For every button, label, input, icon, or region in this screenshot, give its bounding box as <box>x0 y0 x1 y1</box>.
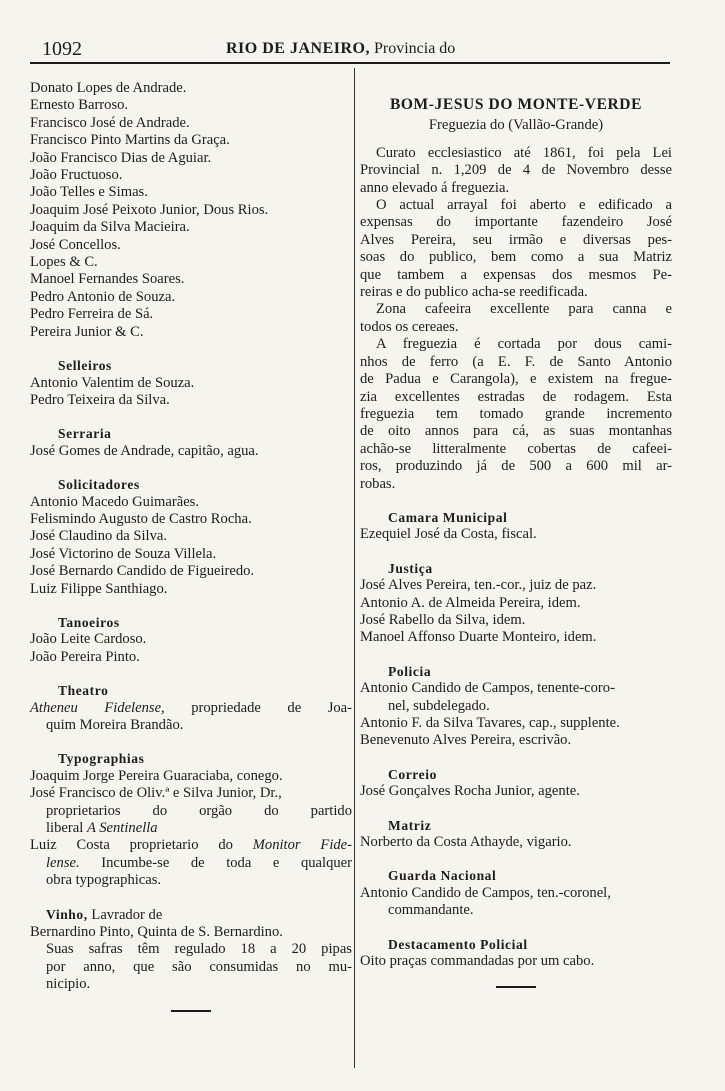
guarda-line: commandante. <box>388 902 474 919</box>
list-item: Ernesto Barroso. <box>30 97 129 114</box>
list-item: Francisco José de Andrade. <box>30 114 190 131</box>
list-item: Ezequiel José da Costa, fiscal. <box>360 526 537 543</box>
section-heading-policia: Policia <box>388 663 432 679</box>
section-heading-typographias: Typographias <box>58 751 145 767</box>
list-item: João Francisco Dias de Aguiar. <box>30 149 212 166</box>
typographia-line <box>30 855 352 872</box>
typographia-line: proprietarios do orgão do partido <box>46 802 352 819</box>
section-heading-solicitadores: Solicitadores <box>58 477 140 493</box>
list-item: Felismindo Augusto de Castro Rocha. <box>30 510 252 527</box>
right-column <box>360 96 672 988</box>
paragraph-line: de Padua e Carangola), e existem na fregue- <box>360 371 672 388</box>
typographia-text: Luiz Costa proprietario do <box>30 837 233 854</box>
policia-line: Antonio Candido de Campos, tenente-coro- <box>360 680 615 697</box>
section-heading-correio: Correio <box>388 766 437 782</box>
typographia-line: obra typographicas. <box>46 872 162 889</box>
paragraph-line: todos os cereaes. <box>360 318 459 335</box>
list-item: João Telles e Simas. <box>30 184 148 201</box>
paragraph-line: Curato ecclesiastico até 1861, foi pela Lei <box>376 144 672 161</box>
end-rule <box>496 986 536 988</box>
policia-line: nel, subdelegado. <box>388 697 490 714</box>
vinho-heading: Vinho, <box>46 906 88 922</box>
paragraph-line: anno elevado á freguezia. <box>360 179 510 196</box>
left-column <box>30 80 352 1012</box>
list-item: Oito praças commandadas por um cabo. <box>360 953 595 970</box>
section-heading-guarda-nacional: Guarda Nacional <box>388 868 497 884</box>
paragraph-line: nhos de ferro (a E. F. de Santo Antonio <box>360 353 672 370</box>
list-item: João Pereira Pinto. <box>30 648 140 665</box>
section-heading-tanoeiros: Tanoeiros <box>58 614 120 630</box>
typographia-line: Joaquim Jorge Pereira Guaraciaba, conego. <box>30 767 283 784</box>
policia-line: Antonio F. da Silva Tavares, cap., supplente. <box>360 715 620 731</box>
names-list <box>30 80 352 341</box>
vinho-line: Bernardino Pinto, Quinta de S. Bernardino. <box>30 924 283 941</box>
paragraph-line: freguezia tem tomado grande incremento <box>360 405 672 422</box>
paragraph-line: que tambem a expensas dos mesmos Pe- <box>360 266 672 283</box>
list-item: Antonio Macedo Guimarães. <box>30 493 199 510</box>
section-heading-justica: Justiça <box>388 560 433 576</box>
typographia-text: Incumbe-se de toda e qualquer <box>101 854 352 871</box>
typographia-line: José Francisco de Oliv.ª e Silva Junior, Dr., <box>30 785 282 802</box>
running-title-sub: Provincia do <box>373 40 456 57</box>
theatro-line <box>30 700 352 717</box>
list-item: José Victorino de Souza Villela. <box>30 545 217 562</box>
list-item: José Concellos. <box>30 236 121 253</box>
list-item: Donato Lopes de Andrade. <box>30 80 187 96</box>
section-heading-vinho <box>30 906 352 924</box>
newspaper-name: Monitor Fide- <box>252 837 353 854</box>
list-item: Luiz Filippe Santhiago. <box>30 580 168 597</box>
vinho-line: nicipio. <box>46 976 91 993</box>
paragraph-line: robas. <box>360 475 396 492</box>
list-item: Pedro Ferreira de Sá. <box>30 306 154 323</box>
column-divider <box>354 68 355 1068</box>
list-item: José Rabello da Silva, idem. <box>360 611 526 628</box>
list-item: João Leite Cardoso. <box>30 631 147 648</box>
paragraph-line: A freguezia é cortada por dous cami- <box>376 336 672 353</box>
description-paragraph <box>360 145 672 493</box>
section-title: BOM-JESUS DO MONTE-VERDE <box>389 96 643 113</box>
paragraph-line: Provincial n. 1,209 de 4 de Novembro desse <box>360 162 672 179</box>
section-subtitle: Freguezia do (Vallão-Grande) <box>428 117 604 134</box>
typographia-text: liberal <box>46 820 84 837</box>
section-heading-matriz: Matriz <box>388 817 432 833</box>
paragraph-line: soas do publico, bem como a sua Matriz <box>360 249 672 266</box>
paragraph-line: ros, produzindo já de 500 a 600 mil ar- <box>360 458 672 475</box>
policia-line: Benevenuto Alves Pereira, escrivão. <box>360 732 572 749</box>
list-item: João Fructuoso. <box>30 167 123 184</box>
paragraph-line: achão-se litteralmente cobertas de cafeei- <box>360 440 672 457</box>
section-heading-selleiros: Selleiros <box>58 358 112 374</box>
list-item: Francisco Pinto Martins da Graça. <box>30 132 230 149</box>
list-item: Antonio Valentim de Souza. <box>30 374 195 391</box>
list-item: Norberto da Costa Athayde, vigario. <box>360 834 572 851</box>
list-item: Pedro Antonio de Souza. <box>30 288 176 305</box>
section-heading-camara: Camara Municipal <box>388 509 508 525</box>
list-item: José Alves Pereira, ten.-cor., juiz de paz. <box>360 577 597 594</box>
list-item: Manoel Affonso Duarte Monteiro, idem. <box>360 629 597 646</box>
list-item: José Gonçalves Rocha Junior, agente. <box>360 783 580 800</box>
list-item: Manoel Fernandes Soares. <box>30 271 185 288</box>
paragraph-line: reiras e do publico acha-se reedificada. <box>360 284 588 301</box>
paragraph-line: zia excellentes estradas de rodagem. Esta <box>360 388 672 405</box>
end-rule <box>171 1010 211 1012</box>
list-item: Pereira Junior & C. <box>30 323 144 340</box>
newspaper-name: A Sentinella <box>86 820 158 837</box>
paragraph-line: expensas do importante fazendeiro José <box>360 214 672 231</box>
list-item: Pedro Teixeira da Silva. <box>30 391 170 408</box>
list-item: Lopes & C. <box>30 254 98 271</box>
section-heading-destacamento: Destacamento Policial <box>388 936 528 952</box>
theatro-line: quim Moreira Brandão. <box>46 717 184 733</box>
paragraph-line: de oito annos para cá, as suas montanhas <box>360 423 672 440</box>
guarda-line: Antonio Candido de Campos, ten.-coronel, <box>360 884 611 901</box>
typographia-line <box>30 837 352 854</box>
running-title <box>226 40 455 58</box>
vinho-heading-rest: Lavrador de <box>91 906 163 923</box>
list-item: José Bernardo Candido de Figueiredo. <box>30 563 255 580</box>
paragraph-line: O actual arrayal foi aberto e edificado a <box>376 197 672 214</box>
vinho-line: Suas safras têm regulado 18 a 20 pipas <box>46 941 352 958</box>
running-title-main: RIO DE JANEIRO, <box>226 40 370 57</box>
header-rule <box>30 62 670 64</box>
section-heading-theatro: Theatro <box>58 683 109 699</box>
list-item: José Gomes de Andrade, capitão, agua. <box>30 442 259 459</box>
list-item: Joaquim da Silva Macieira. <box>30 219 190 236</box>
newspaper-name: lense. <box>46 854 80 871</box>
section-heading-serraria: Serraria <box>58 426 112 442</box>
list-item: Joaquim José Peixoto Junior, Dous Rios. <box>30 201 269 218</box>
list-item: Antonio A. de Almeida Pereira, idem. <box>360 594 581 611</box>
theatro-name: Atheneu Fidelense, <box>30 699 165 716</box>
list-item: José Claudino da Silva. <box>30 528 168 545</box>
vinho-line: por anno, que são consumidas no mu- <box>46 958 352 975</box>
paragraph-line: Alves Pereira, seu irmão e diversas pes- <box>360 231 672 248</box>
running-header <box>30 38 670 62</box>
theatro-text: propriedade de Joa- <box>191 699 353 716</box>
paragraph-line: Zona cafeeira excellente para canna e <box>376 301 672 318</box>
typographia-line <box>30 820 352 837</box>
page-number: 1092 <box>42 38 82 60</box>
